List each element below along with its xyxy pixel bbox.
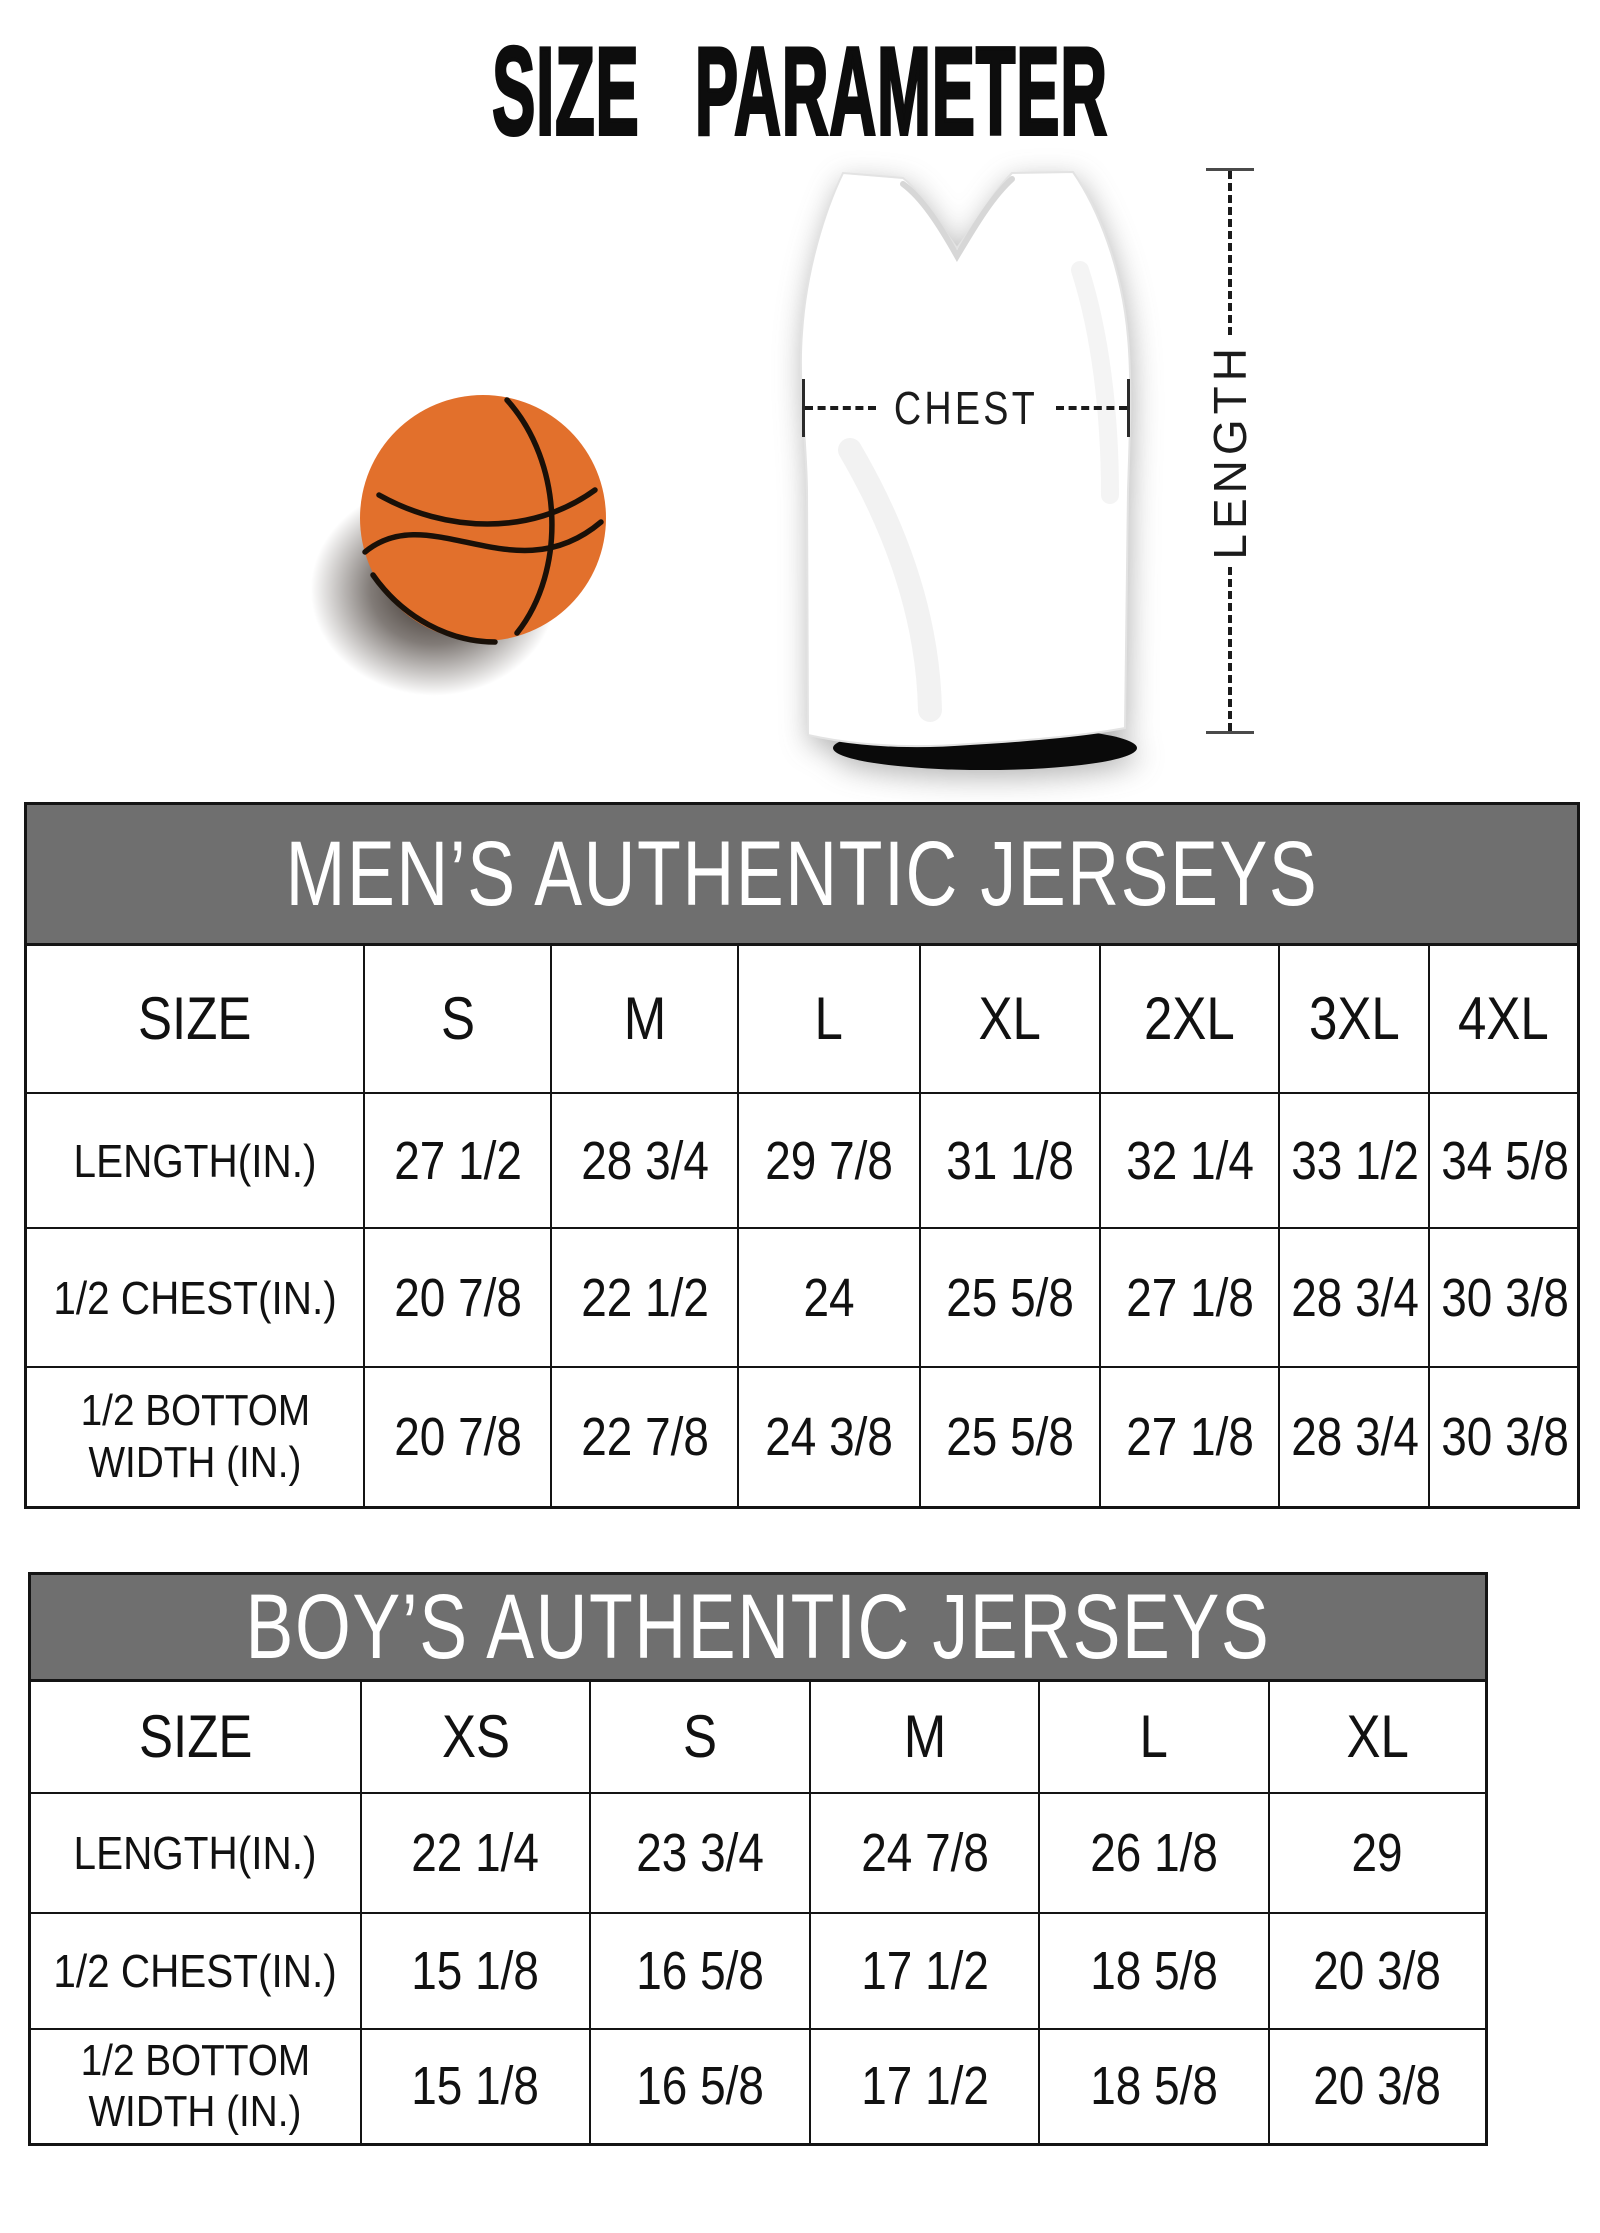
boys-table-header-row <box>30 1574 1487 1681</box>
size-value-cell: 30 3/8 <box>1429 1367 1579 1508</box>
size-value-cell: 29 <box>1269 1793 1487 1914</box>
chest-right-tick <box>1127 379 1130 437</box>
size-value-cell: 30 3/8 <box>1429 1228 1579 1367</box>
boys-table-title-cell <box>30 1574 1487 1681</box>
table-row <box>30 1913 1487 2029</box>
size-col-2xl: 2XL <box>1100 944 1279 1093</box>
size-value-cell: 27 1/2 <box>364 1093 552 1229</box>
boys-size-header-row <box>30 1680 1487 1793</box>
size-col-header: SIZE <box>30 1680 361 1793</box>
size-value-cell: 15 1/8 <box>361 1913 590 2029</box>
length-dash-top <box>1228 171 1232 335</box>
row-label: 1/2 CHEST(IN.) <box>26 1228 364 1367</box>
boys-table-title: BOY’S AUTHENTIC JERSEYS <box>245 1575 1271 1678</box>
size-col-s: S <box>364 944 552 1093</box>
size-value-cell: 34 5/8 <box>1429 1093 1579 1229</box>
row-label: 1/2 CHEST(IN.) <box>30 1913 361 2029</box>
mens-table-header-row <box>26 804 1579 945</box>
size-value-cell: 15 1/8 <box>361 2029 590 2145</box>
mens-table-title: MEN’S AUTHENTIC JERSEYS <box>285 822 1319 925</box>
size-value-cell: 24 7/8 <box>810 1793 1039 1914</box>
size-value-cell: 31 1/8 <box>920 1093 1101 1229</box>
size-value-cell: 26 1/8 <box>1039 1793 1268 1914</box>
size-value-cell: 28 3/4 <box>1279 1228 1429 1367</box>
chest-label: CHEST <box>893 382 1039 434</box>
size-value-cell: 22 1/2 <box>551 1228 738 1367</box>
row-label: LENGTH(IN.) <box>26 1093 364 1229</box>
size-value-cell: 25 5/8 <box>920 1367 1101 1508</box>
size-value-cell: 20 7/8 <box>364 1228 552 1367</box>
chest-dash-left <box>805 406 876 410</box>
chest-dash-right <box>1056 406 1127 410</box>
table-row <box>26 1228 1579 1367</box>
size-col-m: M <box>551 944 738 1093</box>
size-col-header: SIZE <box>26 944 364 1093</box>
size-value-cell: 23 3/4 <box>590 1793 810 1914</box>
size-col-m: M <box>810 1680 1039 1793</box>
size-value-cell: 20 7/8 <box>364 1367 552 1508</box>
mens-table-title-cell <box>26 804 1579 945</box>
table-row <box>26 1367 1579 1508</box>
size-col-l: L <box>738 944 920 1093</box>
basketball-illustration <box>355 390 610 645</box>
size-value-cell: 32 1/4 <box>1100 1093 1279 1229</box>
size-value-cell: 16 5/8 <box>590 2029 810 2145</box>
size-col-l: L <box>1039 1680 1268 1793</box>
chest-measure-line <box>802 379 1130 437</box>
size-value-cell: 20 3/8 <box>1269 1913 1487 2029</box>
page-title-wrap <box>0 23 1600 161</box>
size-value-cell: 28 3/4 <box>1279 1367 1429 1508</box>
table-row <box>26 1093 1579 1229</box>
jersey-illustration <box>780 150 1160 780</box>
row-label: LENGTH(IN.) <box>30 1793 361 1914</box>
table-row <box>30 1793 1487 1914</box>
length-dash-bottom <box>1228 567 1232 731</box>
size-value-cell: 20 3/8 <box>1269 2029 1487 2145</box>
size-value-cell: 18 5/8 <box>1039 1913 1268 2029</box>
boys-size-table <box>28 1572 1488 2146</box>
size-value-cell: 28 3/4 <box>551 1093 738 1229</box>
size-col-s: S <box>590 1680 810 1793</box>
mens-size-table <box>24 802 1580 1509</box>
row-label: 1/2 BOTTOM WIDTH (IN.) <box>26 1367 364 1508</box>
size-col-xl: XL <box>1269 1680 1487 1793</box>
length-measure-line <box>1204 168 1256 734</box>
size-value-cell: 24 <box>738 1228 920 1367</box>
size-value-cell: 17 1/2 <box>810 1913 1039 2029</box>
length-label: LENGTH <box>1204 342 1256 560</box>
length-bottom-tick <box>1206 731 1254 734</box>
row-label: 1/2 BOTTOM WIDTH (IN.) <box>30 2029 361 2145</box>
table-row <box>30 2029 1487 2145</box>
size-value-cell: 16 5/8 <box>590 1913 810 2029</box>
page-title: SIZE PARAMETER <box>492 23 1108 161</box>
size-value-cell: 33 1/2 <box>1279 1093 1429 1229</box>
size-value-cell: 25 5/8 <box>920 1228 1101 1367</box>
size-value-cell: 27 1/8 <box>1100 1228 1279 1367</box>
size-value-cell: 18 5/8 <box>1039 2029 1268 2145</box>
size-col-3xl: 3XL <box>1279 944 1429 1093</box>
size-value-cell: 22 1/4 <box>361 1793 590 1914</box>
size-col-xs: XS <box>361 1680 590 1793</box>
size-col-4xl: 4XL <box>1429 944 1579 1093</box>
size-value-cell: 29 7/8 <box>738 1093 920 1229</box>
size-value-cell: 22 7/8 <box>551 1367 738 1508</box>
size-value-cell: 24 3/8 <box>738 1367 920 1508</box>
size-value-cell: 17 1/2 <box>810 2029 1039 2145</box>
size-col-xl: XL <box>920 944 1101 1093</box>
mens-size-header-row <box>26 944 1579 1093</box>
size-value-cell: 27 1/8 <box>1100 1367 1279 1508</box>
